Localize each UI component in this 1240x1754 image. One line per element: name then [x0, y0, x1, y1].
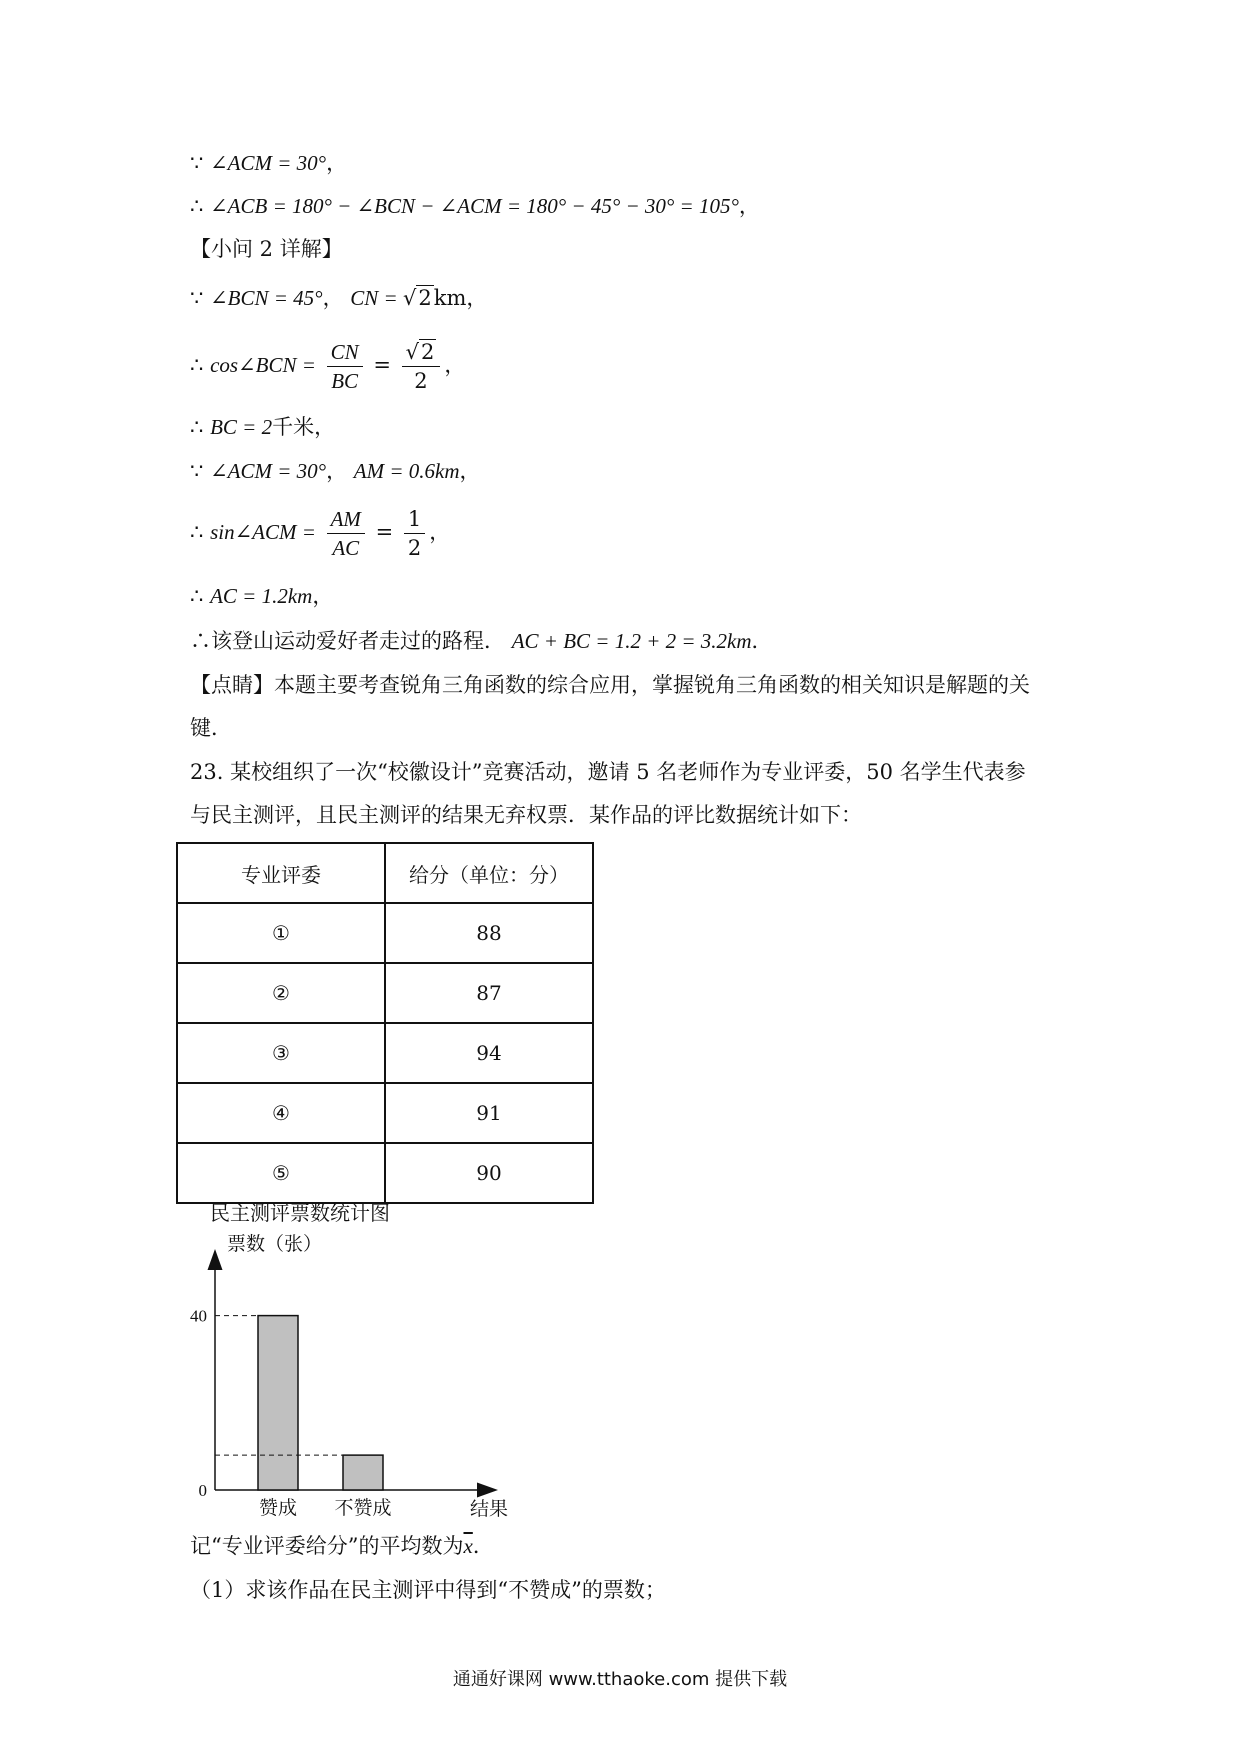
table-header-cell: 专业评委 [177, 843, 385, 903]
therefore-symbol: ∴ [190, 520, 204, 544]
table-row [177, 903, 593, 963]
table-row [177, 963, 593, 1023]
question-23-line-3 [190, 1531, 494, 1561]
table-cell: ⑤ [177, 1143, 385, 1203]
math-expression: AC = 1.2km [210, 584, 313, 608]
mean-variable: $\overline{x}$ [463, 1534, 473, 1558]
numerator: AM [327, 505, 365, 534]
table-cell: ④ [177, 1083, 385, 1143]
category-label: 不赞成 [334, 1497, 392, 1519]
solution-line-8 [190, 502, 450, 562]
question-23-line-1 [190, 757, 1026, 787]
denominator: BC [331, 369, 359, 393]
table-cell: 91 [385, 1083, 593, 1143]
solution-line-4 [190, 283, 487, 313]
radicand: 2 [421, 340, 435, 364]
punctuation: ， [444, 353, 466, 377]
punctuation: ， [429, 520, 451, 544]
y-tick-label: 0 [198, 1481, 207, 1500]
math-expression: cos∠BCN = [210, 353, 316, 377]
solution-line-6 [190, 412, 335, 442]
table-cell: ② [177, 963, 385, 1023]
math-expression: AC + BC = 1.2 + 2 = 3.2km [511, 629, 752, 653]
table-header-row [177, 843, 593, 903]
punctuation: ， [459, 459, 481, 483]
table-row [177, 1083, 593, 1143]
punctuation: ， [738, 194, 760, 218]
fraction [402, 338, 441, 395]
table-cell: ③ [177, 1023, 385, 1083]
sqrt-symbol: √2 [402, 286, 432, 310]
fraction [404, 505, 425, 562]
x-axis-label: 结果 [470, 1498, 509, 1520]
math-expression: ∠ACM = 30° [210, 459, 327, 483]
bar-1 [343, 1455, 383, 1490]
sqrt-symbol: √2 [405, 340, 435, 364]
punctuation: ， [326, 459, 348, 483]
question-text: 与民主测评，且民主测评的结果无弃权票．某作品的评比数据统计如下： [190, 803, 862, 827]
punctuation: ． [751, 629, 773, 653]
punctuation: ， [326, 151, 348, 175]
table-row [177, 1023, 593, 1083]
because-symbol: ∵ [190, 286, 204, 310]
therefore-symbol: ∴ [190, 194, 204, 218]
because-symbol: ∵ [190, 459, 204, 483]
comment-text: 【点睛】本题主要考查锐角三角函数的综合应用，掌握锐角三角函数的相关知识是解题的关 [190, 673, 1030, 697]
unit: 千米 [272, 415, 315, 439]
sub-question-heading [190, 234, 343, 264]
table-cell: ① [177, 903, 385, 963]
solution-line-5 [190, 335, 465, 395]
table-header-cell: 给分（单位：分） [385, 843, 593, 903]
solution-line-9 [190, 581, 333, 611]
table-row [177, 1143, 593, 1203]
radicand: 2 [418, 286, 432, 310]
unit: km [433, 286, 467, 310]
category-label: 赞成 [258, 1497, 298, 1519]
solution-line-2 [190, 191, 760, 221]
equals-sign: = [373, 353, 391, 377]
solution-line-7 [190, 456, 480, 486]
bar-0 [258, 1316, 298, 1490]
because-symbol: ∵ [190, 151, 204, 175]
chart-marks [190, 1307, 392, 1519]
question-23-line-2 [190, 800, 862, 830]
math-expression: sin∠ACM = [210, 520, 316, 544]
table-cell: 94 [385, 1023, 593, 1083]
table-cell: 88 [385, 903, 593, 963]
fraction [327, 505, 365, 562]
y-axis-label: 票数（张） [227, 1233, 323, 1255]
punctuation: ， [314, 415, 336, 439]
denominator: 2 [414, 369, 428, 393]
table-cell: 90 [385, 1143, 593, 1203]
math-expression: ∠ACM = 30° [210, 151, 327, 175]
conclusion-text: ∴该登山运动爱好者走过的路程． [190, 629, 505, 653]
therefore-symbol: ∴ [190, 415, 204, 439]
chart-title: 民主测评票数统计图 [210, 1201, 390, 1225]
math-expression: ∠BCN = 45° [210, 286, 323, 310]
solution-line-10 [190, 626, 773, 656]
question-text: 23. 某校组织了一次“校徽设计”竞赛活动，邀请 5 名老师作为专业评委，50 名学生代表参 [190, 760, 1026, 784]
numerator [402, 338, 441, 367]
numerator: 1 [404, 505, 425, 534]
table-cell: 87 [385, 963, 593, 1023]
equals-sign: = [375, 520, 394, 544]
therefore-symbol: ∴ [190, 584, 204, 608]
math-expression: CN = [350, 286, 403, 310]
numerator: CN [327, 338, 363, 367]
scores-table [176, 842, 594, 1204]
therefore-symbol: ∴ [190, 353, 204, 377]
votes-bar-chart [175, 1200, 535, 1520]
question-text: （1）求该作品在民主测评中得到“不赞成”的票数； [190, 1578, 666, 1602]
question-23-part-1 [190, 1575, 666, 1605]
comment-line-2 [190, 713, 232, 743]
math-expression: BC = 2 [210, 415, 273, 439]
question-text: 记“专业评委给分”的平均数为 [190, 1534, 464, 1558]
comment-text: 键． [190, 716, 232, 740]
math-expression: AM = 0.6km [353, 459, 460, 483]
page-footer: 通通好课网 www.tthaoke.com 提供下载 [452, 1669, 788, 1690]
solution-line-1 [190, 148, 347, 178]
punctuation: ， [466, 286, 488, 310]
math-expression: ∠ACB = 180° − ∠BCN − ∠ACM = 180° − 45° − 30° = 105° [210, 194, 739, 218]
denominator: 2 [407, 536, 422, 560]
y-tick-label: 40 [190, 1306, 207, 1326]
punctuation: ． [472, 1534, 494, 1558]
punctuation: ， [312, 584, 334, 608]
punctuation: ， [322, 286, 344, 310]
denominator: AC [332, 536, 360, 560]
heading-text: 【小问 2 详解】 [190, 237, 343, 261]
fraction [327, 338, 363, 395]
comment-line-1 [190, 670, 1030, 700]
